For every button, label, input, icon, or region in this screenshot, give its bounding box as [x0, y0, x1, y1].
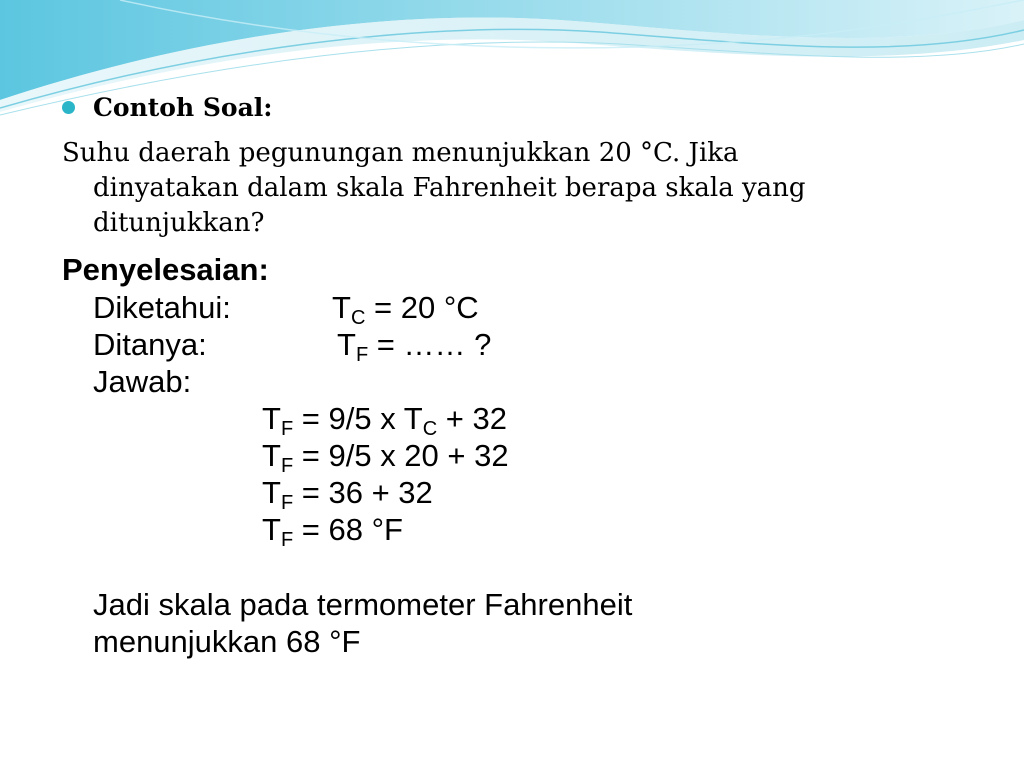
step-2: $T_F = 9/5$ x 20 + 32 [262, 438, 509, 477]
heading-label: Contoh Soal: [93, 92, 273, 122]
question-text [62, 136, 922, 241]
solution-title: Penyelesaian: [62, 252, 269, 287]
answer-label: Jawab: [93, 364, 192, 399]
question-line-1: Suhu daerah pegunungan menunjukkan 20 °C. Jika [62, 138, 739, 168]
known-label: Diketahui: [93, 290, 231, 325]
known-value: $T_C = 20$ °C [332, 290, 479, 329]
bullet-icon [62, 101, 75, 114]
question-line-2: dinyatakan dalam skala Fahrenheit berapa skala yang [93, 173, 806, 203]
asked-value: $T_F$ = …… ? [337, 327, 492, 366]
asked-label: Ditanya: [93, 327, 207, 362]
conclusion-line-2: menunjukkan 68 °F [93, 624, 361, 659]
step-3: $T_F = 36 + 32$ [262, 475, 433, 514]
conclusion-line-1: Jadi skala pada termometer Fahrenheit [93, 587, 633, 622]
step-1: $T_F = 9/5$ x $T_C + 32$ [262, 401, 507, 440]
section-heading [62, 88, 273, 126]
question-line-3: ditunjukkan? [93, 208, 265, 238]
step-4: $T_F = 68$ °F [262, 512, 403, 551]
